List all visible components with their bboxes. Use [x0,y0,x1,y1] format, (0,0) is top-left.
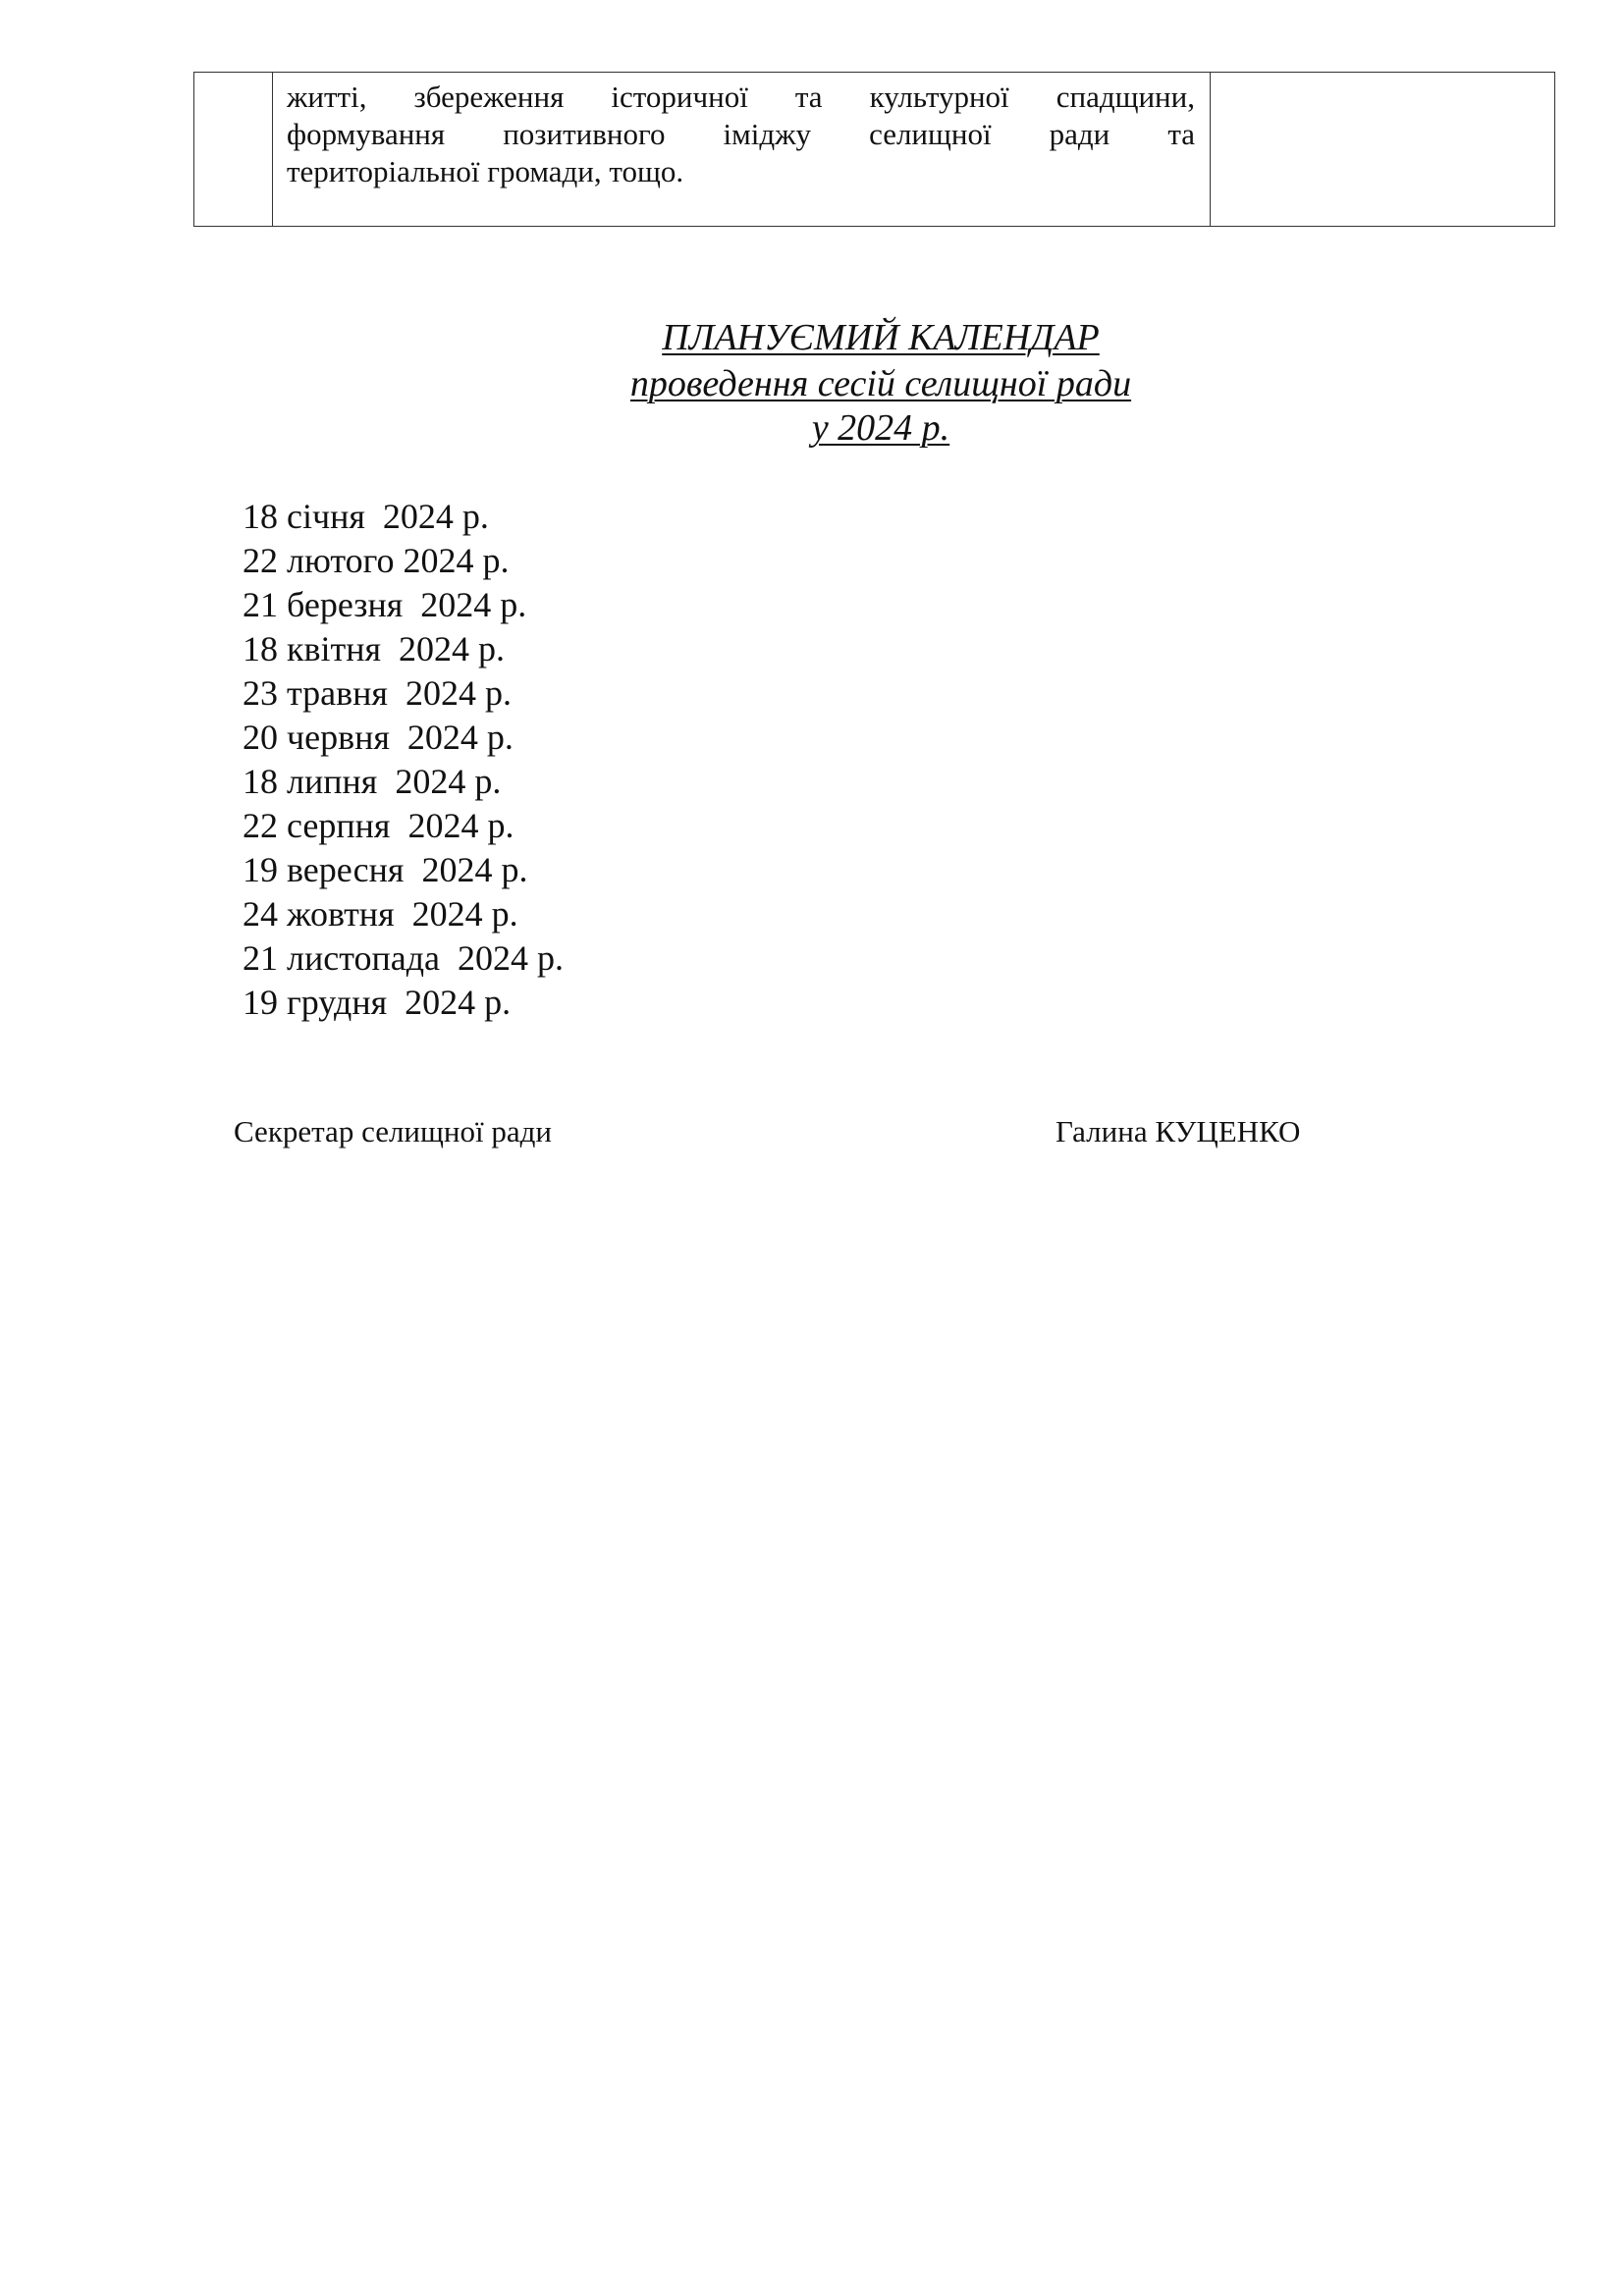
session-date: 21 листопада 2024 р. [243,938,565,978]
table-cell-text [287,79,1195,190]
table-column-divider [1210,73,1211,226]
session-date: 18 липня 2024 р. [243,762,502,801]
session-date: 23 травня 2024 р. [243,673,512,713]
signatory-title: Секретар селищної ради [234,1114,552,1148]
continuation-table [193,72,1555,227]
calendar-year-heading [69,406,1624,450]
session-date: 24 жовтня 2024 р. [243,894,518,934]
session-date: 19 вересня 2024 р. [243,850,528,889]
session-date: 21 березня 2024 р. [243,585,527,624]
session-date: 18 січня 2024 р. [243,497,489,536]
table-cell-line: територіальної громади, тощо. [287,154,684,188]
session-date: 22 серпня 2024 р. [243,806,514,845]
calendar-title: ПЛАНУЄМИЙ КАЛЕНДАР [662,317,1100,358]
calendar-heading [69,316,1624,359]
table-cell-line: житті, збереження історичної та культурної спадщини, [287,80,1195,114]
calendar-subheading [69,362,1624,405]
calendar-year: у 2024 р. [811,407,950,449]
session-date: 19 грудня 2024 р. [243,983,512,1022]
table-column-divider [272,73,273,226]
session-date: 22 лютого 2024 р. [243,541,510,580]
signatory-name: Галина КУЦЕНКО [1056,1114,1301,1148]
table-cell-line: формування позитивного іміджу селищної ради та [287,117,1195,151]
session-date: 20 червня 2024 р. [243,718,514,757]
session-date: 18 квітня 2024 р. [243,629,506,668]
session-dates-list [243,495,564,1025]
calendar-subtitle: проведення сесій селищної ради [629,363,1132,404]
